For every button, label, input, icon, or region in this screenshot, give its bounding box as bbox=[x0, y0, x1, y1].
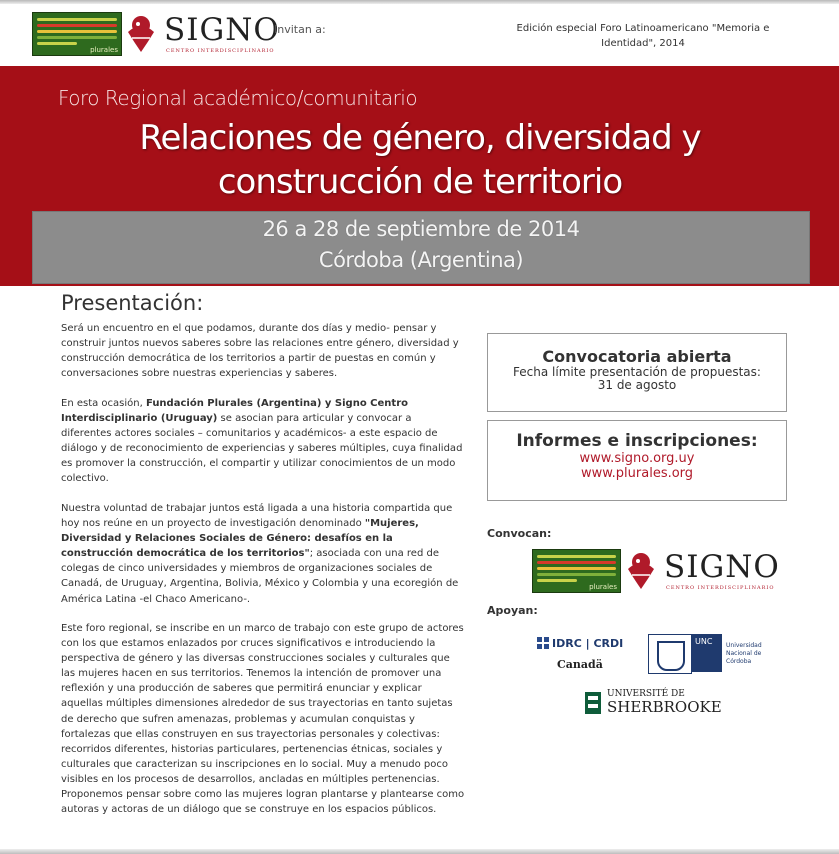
page-title bbox=[40, 116, 800, 204]
edicion-text: Edición especial Foro Latinoamericano "Memoria e Identidad", 2014 bbox=[516, 23, 770, 49]
plurales-logo bbox=[32, 12, 122, 56]
sherbrooke-mark-icon bbox=[585, 692, 601, 714]
signo-bird-icon-small bbox=[624, 549, 658, 591]
unc-text: UNC bbox=[695, 637, 713, 646]
convocatoria-line-2: 31 de agosto bbox=[597, 378, 677, 392]
convocan-label: Convocan: bbox=[487, 527, 552, 540]
p3-text-a: Nuestra voluntad de trabajar juntos está ligada a una historia compartida que hoy nos reúne en un proyecto de investigación denominado bbox=[61, 503, 453, 530]
informes-title: Informes e inscripciones: bbox=[516, 431, 758, 451]
foro-subtitle: Foro Regional académico/comunitario bbox=[58, 86, 418, 110]
p3-bold: "Mujeres, Diversidad y Relaciones Sociales de Género: desafíos en la construcción democrática de los territorios" bbox=[61, 518, 419, 560]
convocatoria-line-1: Fecha límite presentación de propuestas: bbox=[513, 365, 761, 379]
sherbrooke-logo bbox=[579, 686, 721, 720]
signo-sub: CENTRO INTERDISCIPLINARIO bbox=[166, 48, 275, 54]
idrc-logo bbox=[537, 633, 622, 683]
unc-name: Universidad Nacional de Córdoba bbox=[726, 642, 762, 665]
signo-logo-small bbox=[624, 549, 780, 593]
apoyan-label: Apoyan: bbox=[487, 604, 538, 617]
signo-word-small: SIGNO bbox=[664, 549, 780, 585]
p2-text-a: En esta ocasión, bbox=[61, 398, 146, 409]
p3-text-b: ; asociada con una red de colegas de cinco universidades y miembros de organizaciones sociales de Canadá, de Uruguay, Argentina, Bolivia, México y Colombia y una ecoregión de América Latina -el Chaco Americano-. bbox=[61, 548, 459, 605]
idrc-mark-icon bbox=[537, 637, 549, 649]
plurales-label: plurales bbox=[90, 46, 118, 54]
unc-label-box bbox=[692, 634, 722, 672]
bottom-border bbox=[0, 849, 839, 854]
title-line-1: Relaciones de género, diversidad y bbox=[139, 118, 701, 158]
unc-logo bbox=[648, 634, 770, 674]
signo-link[interactable]: www.signo.org.uy bbox=[579, 451, 695, 466]
p2-bold: Fundación Plurales (Argentina) y Signo Centro Interdisciplinario (Uruguay) bbox=[61, 398, 408, 425]
paragraph-2 bbox=[61, 396, 465, 487]
event-place: Córdoba (Argentina) bbox=[318, 248, 524, 272]
paragraph-3 bbox=[61, 501, 465, 607]
top-border bbox=[0, 0, 839, 4]
canada-text: Canadä bbox=[557, 658, 603, 671]
plurales-logo-small bbox=[532, 549, 621, 593]
plurales-label-small: plurales bbox=[589, 583, 617, 591]
event-date: 26 a 28 de septiembre de 2014 bbox=[262, 217, 580, 241]
sherbrooke-text: SHERBROOKE bbox=[607, 698, 722, 716]
signo-sub-small: CENTRO INTERDISCIPLINARIO bbox=[666, 585, 775, 591]
p2-text-b: se asocian para articular y convocar a diferentes actores sociales – comunitarios y académicos- a este espacio de diálogo y de reconocimiento de experiencias y saberes múltiples, cuya finalidad es promover la construcción, el compartir y utilizar conocimientos de un modo colectivo. bbox=[61, 413, 463, 485]
unc-shield-icon bbox=[648, 634, 692, 674]
informes-box bbox=[487, 420, 787, 501]
idrc-text: IDRC | CRDI bbox=[552, 637, 624, 650]
title-line-2: construcción de territorio bbox=[217, 162, 623, 202]
convocatoria-title: Convocatoria abierta bbox=[542, 347, 732, 366]
plurales-link[interactable]: www.plurales.org bbox=[580, 466, 694, 481]
signo-word: SIGNO bbox=[164, 12, 280, 48]
signo-logo bbox=[124, 12, 280, 56]
paragraph-1: Será un encuentro en el que podamos, durante dos días y medio- pensar y construir juntos nuevos saberes sobre las relaciones entre género, diversidad y construcción democrática de los territorios a partir de puestas en común y conversaciones sobre nuestras experiencias y saberes. bbox=[61, 323, 459, 380]
signo-bird-icon bbox=[124, 12, 158, 54]
invitan-text: Invitan a: bbox=[274, 23, 326, 36]
presentacion-heading: Presentación: bbox=[61, 291, 204, 315]
convocatoria-box bbox=[487, 333, 787, 412]
paragraph-4: Este foro regional, se inscribe en un marco de trabajo con este grupo de actores con los que estamos enlazados por cruces significativos e introduciendo la perspectiva de género y las diversas construcciones sociales y culturales que las mujeres hacen en sus territorios. Tenemos la intención de promover una reflexión y una producción de saberes que permitirá enunciar y explicar aquellas múltiples dimensiones alrededor de sus trayectorias en tanto sujetas de derecho que sufren amenazas, problemas y acumulan conquistas y fortalezas que ellas construyen en sus trayectorias personales y colectivas: recorridos diferentes, historias particulares, pertenencias étnicas, sociales y culturales que caracterizan su inscripciones en lo social. Muy a menudo poco visibles en los procesos de desarrollos, ancladas en múltiples pertenencias. Proponemos pensar sobre como las mujeres logran plantarse y plantearse como autoras y actoras de un diálogo que se construye en los espacios públicos. bbox=[61, 623, 465, 816]
sherbrooke-top-text: UNIVERSITÉ DE bbox=[607, 689, 685, 699]
